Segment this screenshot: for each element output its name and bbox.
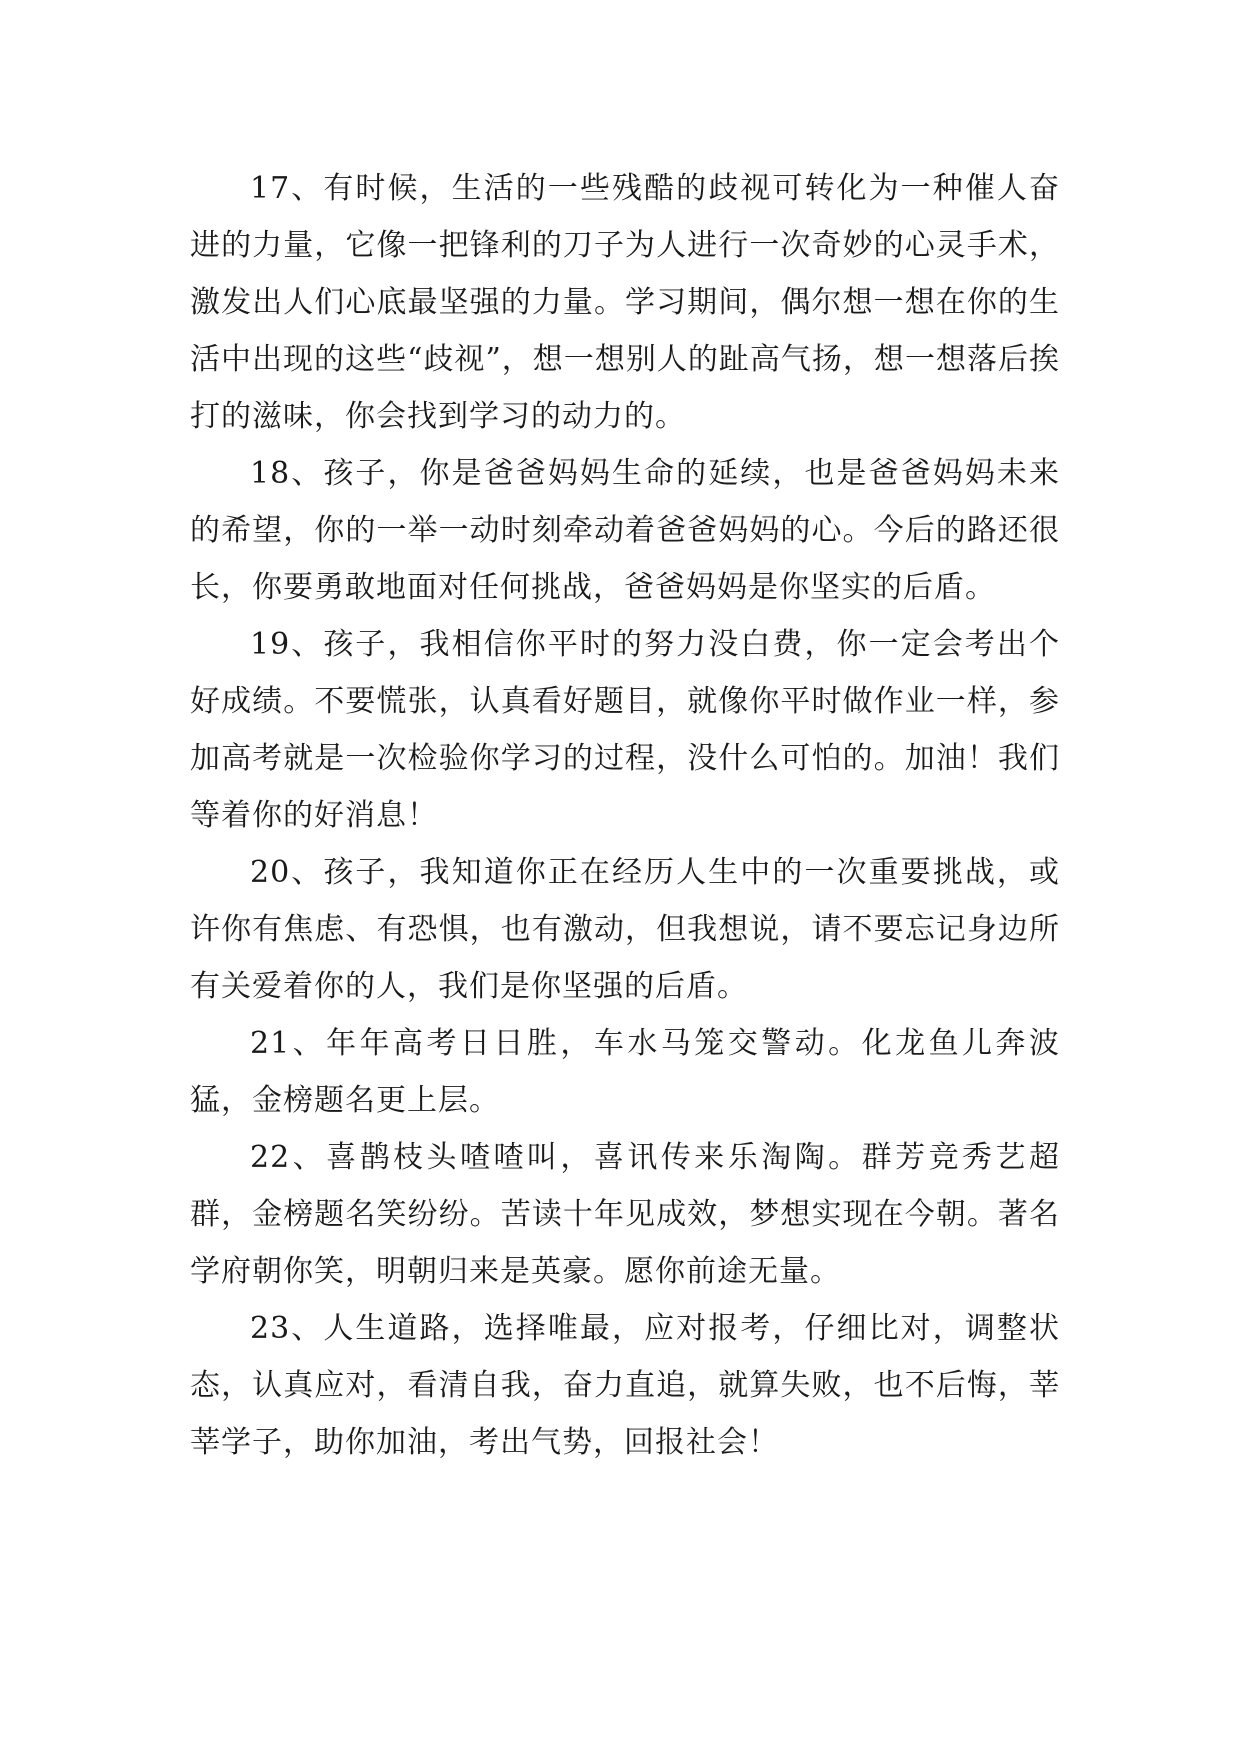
document-body (190, 160, 1060, 1471)
paragraph-19: 19、孩子，我相信你平时的努力没白费，你一定会考出个好成绩。不要慌张，认真看好题目，就像你平时做作业一样，参加高考就是一次检验你学习的过程，没什么可怕的。加油！我们等着你的好消息！ (190, 627, 1060, 833)
paragraph-23: 23、人生道路，选择唯最，应对报考，仔细比对，调整状态，认真应对，看清自我，奋力直追，就算失败，也不后悔，莘莘学子，助你加油，考出气势，回报社会！ (190, 1311, 1060, 1460)
paragraph-21: 21、年年高考日日胜，车水马笼交警动。化龙鱼儿奔波猛，金榜题名更上层。 (190, 1026, 1060, 1118)
paragraph-20: 20、孩子，我知道你正在经历人生中的一次重要挑战，或许你有焦虑、有恐惧，也有激动，但我想说，请不要忘记身边所有关爱着你的人，我们是你坚强的后盾。 (190, 855, 1060, 1004)
paragraph-22: 22、喜鹊枝头喳喳叫，喜讯传来乐淘陶。群芳竞秀艺超群，金榜题名笑纷纷。苦读十年见成效，梦想实现在今朝。著名学府朝你笑，明朝归来是英豪。愿你前途无量。 (190, 1140, 1060, 1289)
paragraph-18: 18、孩子，你是爸爸妈妈生命的延续，也是爸爸妈妈未来的希望，你的一举一动时刻牵动着爸爸妈妈的心。今后的路还很长，你要勇敢地面对任何挑战，爸爸妈妈是你坚实的后盾。 (190, 456, 1060, 605)
paragraph-17: 17、有时候，生活的一些残酷的歧视可转化为一种催人奋进的力量，它像一把锋利的刀子为人进行一次奇妙的心灵手术，激发出人们心底最坚强的力量。学习期间，偶尔想一想在你的生活中出现的这些“歧视”，想一想别人的趾高气扬，想一想落后挨打的滋味，你会找到学习的动力的。 (190, 171, 1060, 434)
